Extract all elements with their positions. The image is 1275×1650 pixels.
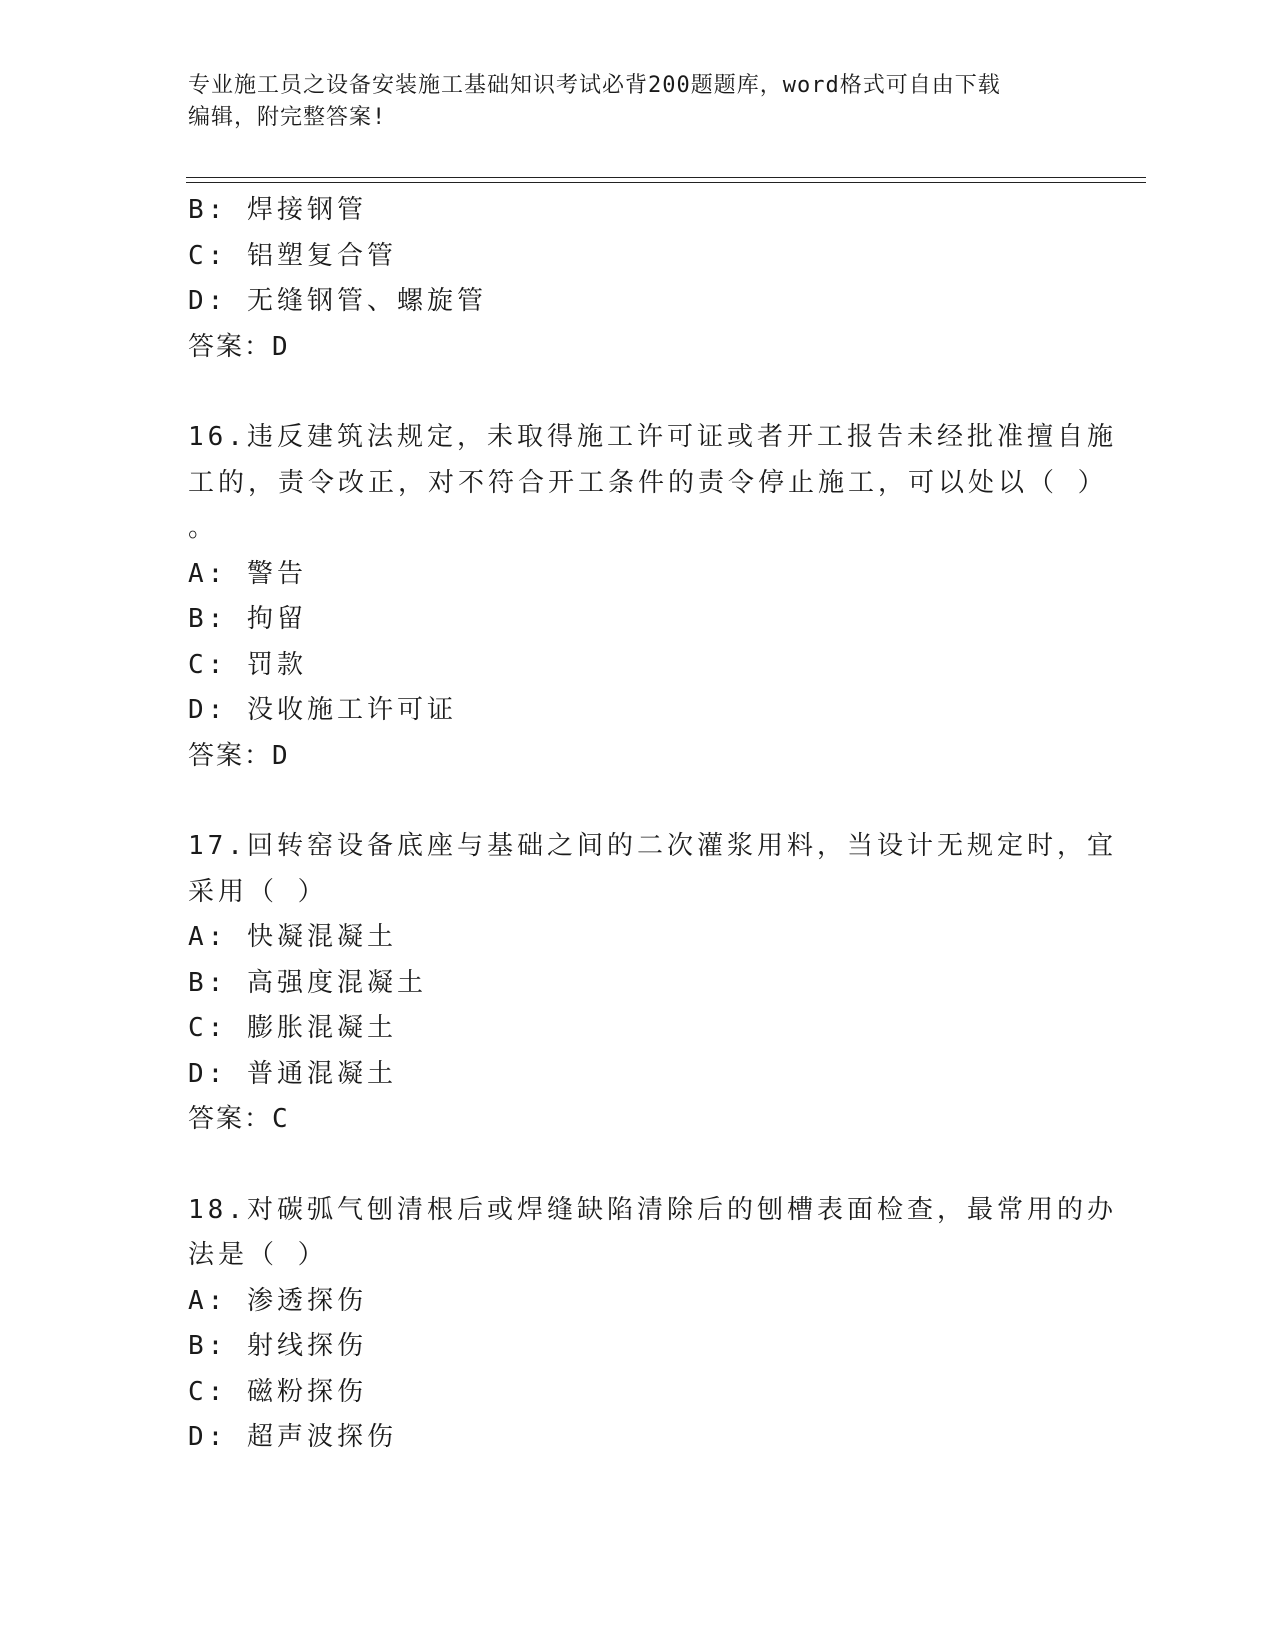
question-text-line-1: 18.对碳弧气刨清根后或焊缝缺陷清除后的刨槽表面检查，最常用的办: [188, 1194, 1117, 1225]
question-text-line-3: 。: [188, 513, 219, 543]
question-15-tail: [188, 188, 1088, 370]
question-18: [188, 1188, 1117, 1461]
option-b: B: 射线探伤: [188, 1331, 367, 1361]
question-text-line-1: 16.违反建筑法规定，未取得施工许可证或者开工报告未经批准擅自施: [188, 422, 1117, 452]
question-text-line-2: 采用（ ）: [188, 876, 328, 907]
question-text-line-2: 法是（ ）: [188, 1240, 328, 1270]
option-c: C: 铝塑复合管: [188, 240, 397, 271]
header-title-line-2: 编辑，附完整答案!: [188, 105, 387, 130]
option-d: D: 普通混凝土: [188, 1058, 397, 1089]
option-d: D: 超声波探伤: [188, 1422, 397, 1452]
option-c: C: 磁粉探伤: [188, 1376, 367, 1407]
question-17: [188, 824, 1117, 1143]
document-header: [188, 70, 1088, 134]
answer-line: 答案：D: [188, 740, 290, 771]
answer-line: 答案：C: [188, 1104, 290, 1134]
option-a: A: 警告: [188, 558, 307, 589]
option-a: A: 渗透探伤: [188, 1285, 367, 1316]
question-text-line-1: 17.回转窑设备底座与基础之间的二次灌浆用料，当设计无规定时，宜: [188, 831, 1117, 861]
option-b: B: 拘留: [188, 604, 307, 634]
option-b: B: 焊接钢管: [188, 195, 367, 225]
spacer: [188, 779, 1088, 824]
header-title-line-1: 专业施工员之设备安装施工基础知识考试必背200题题库，word格式可自由下载: [188, 73, 1001, 98]
option-a: A: 快凝混凝土: [188, 922, 397, 952]
header-rule-top: [186, 177, 1146, 178]
option-c: C: 膨胀混凝土: [188, 1013, 397, 1043]
option-d: D: 没收施工许可证: [188, 695, 457, 725]
document-body: [188, 188, 1117, 1461]
spacer: [188, 1143, 1088, 1188]
option-d: D: 无缝钢管、螺旋管: [188, 286, 487, 316]
question-16: [188, 415, 1117, 779]
spacer: [188, 370, 1088, 415]
header-rule-bottom: [186, 182, 1146, 183]
option-c: C: 罚款: [188, 649, 307, 680]
answer-line: 答案：D: [188, 331, 290, 362]
question-text-line-2: 工的，责令改正，对不符合开工条件的责令停止施工，可以处以（ ）: [188, 467, 1108, 498]
option-b: B: 高强度混凝土: [188, 967, 427, 998]
